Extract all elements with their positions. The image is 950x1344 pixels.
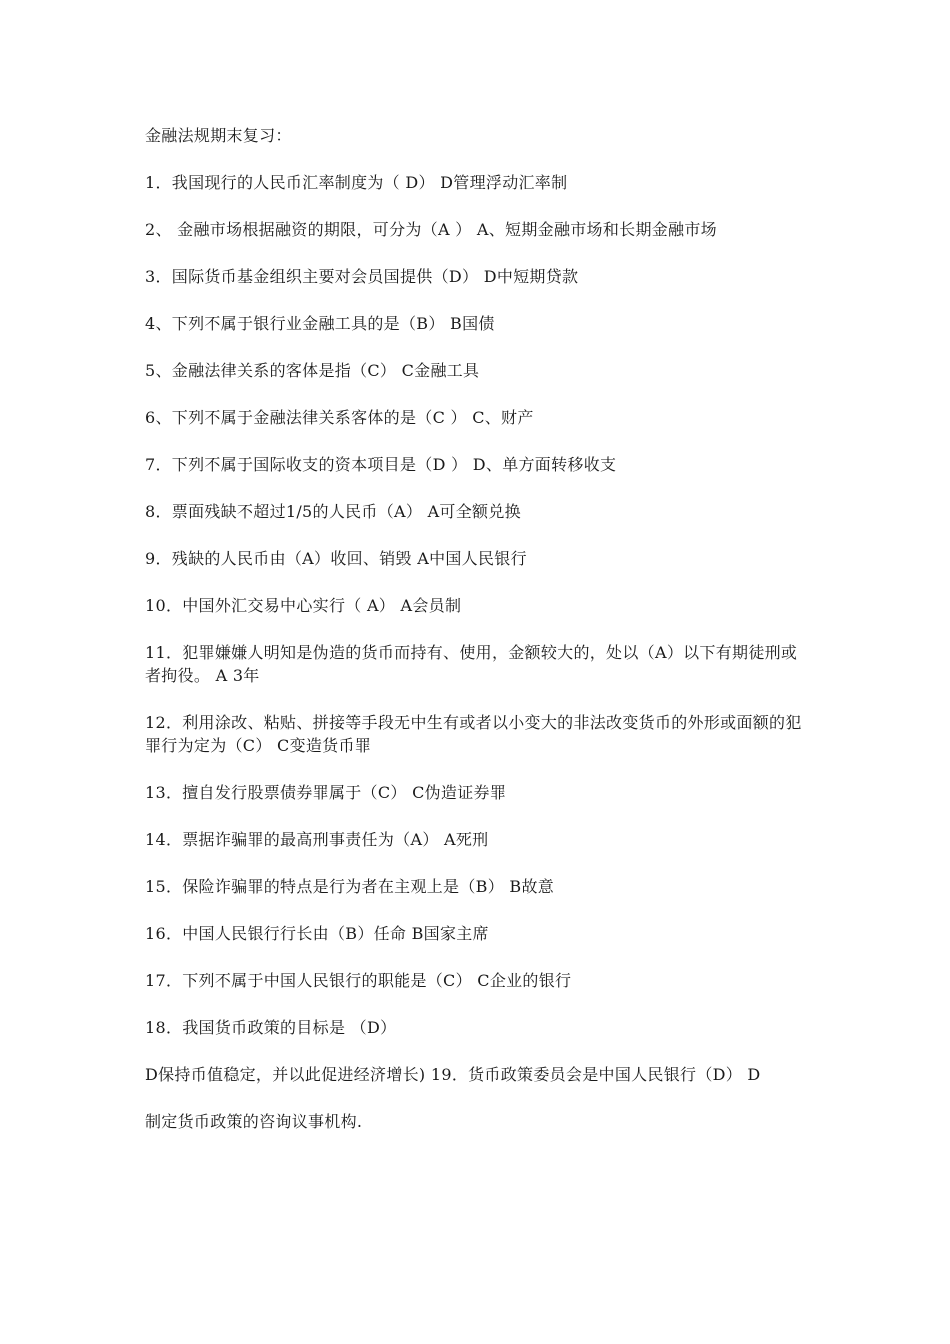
question-item-1: 1．我国现行的人民币汇率制度为（ D） D管理浮动汇率制 xyxy=(145,173,568,192)
question-item-10: 10．中国外汇交易中心实行（ A） A会员制 xyxy=(145,596,462,615)
question-item-6: 6、下列不属于金融法律关系客体的是（C ） C、财产 xyxy=(145,408,534,427)
question-item-15: 15．保险诈骗罪的特点是行为者在主观上是（B） B故意 xyxy=(145,877,555,896)
question-item-2: 2、 金融市场根据融资的期限，可分为（A ） A、短期金融市场和长期金融市场 xyxy=(145,220,717,239)
question-item-11: 11．犯罪嫌嫌人明知是伪造的货币而持有、使用，金额较大的，处以（A）以下有期徒刑或者拘役。 A 3年 xyxy=(145,643,798,685)
question-item-3: 3．国际货币基金组织主要对会员国提供（D） D中短期贷款 xyxy=(145,267,579,286)
document-body xyxy=(145,124,810,1157)
question-item-8: 8．票面残缺不超过1/5的人民币（A） A可全额兑换 xyxy=(145,502,521,521)
question-item-12: 12．利用涂改、粘贴、拼接等手段无中生有或者以小变大的非法改变货币的外形或面额的犯罪行为定为（C） C变造货币罪 xyxy=(145,713,802,755)
question-item-7: 7．下列不属于国际收支的资本项目是（D ） D、单方面转移收支 xyxy=(145,455,617,474)
question-item-5: 5、金融法律关系的客体是指（C） C金融工具 xyxy=(145,361,480,380)
question-item-19-answer: 制定货币政策的咨询议事机构. xyxy=(145,1112,363,1131)
question-item-9: 9．残缺的人民币由（A）收回、销毁 A中国人民银行 xyxy=(145,549,527,568)
question-item-4: 4、下列不属于银行业金融工具的是（B） B国债 xyxy=(145,314,495,333)
document-title: 金融法规期末复习： xyxy=(145,126,292,145)
question-item-13: 13．擅自发行股票债券罪属于（C） C伪造证券罪 xyxy=(145,783,507,802)
question-item-16: 16．中国人民银行行长由（B）任命 B国家主席 xyxy=(145,924,489,943)
question-item-17: 17．下列不属于中国人民银行的职能是（C） C企业的银行 xyxy=(145,971,572,990)
question-item-18: 18．我国货币政策的目标是 （D） xyxy=(145,1018,397,1037)
question-item-14: 14．票据诈骗罪的最高刑事责任为（A） A死刑 xyxy=(145,830,489,849)
question-item-18-answer-19: D保持币值稳定，并以此促进经济增长) 19．货币政策委员会是中国人民银行（D） D xyxy=(145,1065,761,1084)
